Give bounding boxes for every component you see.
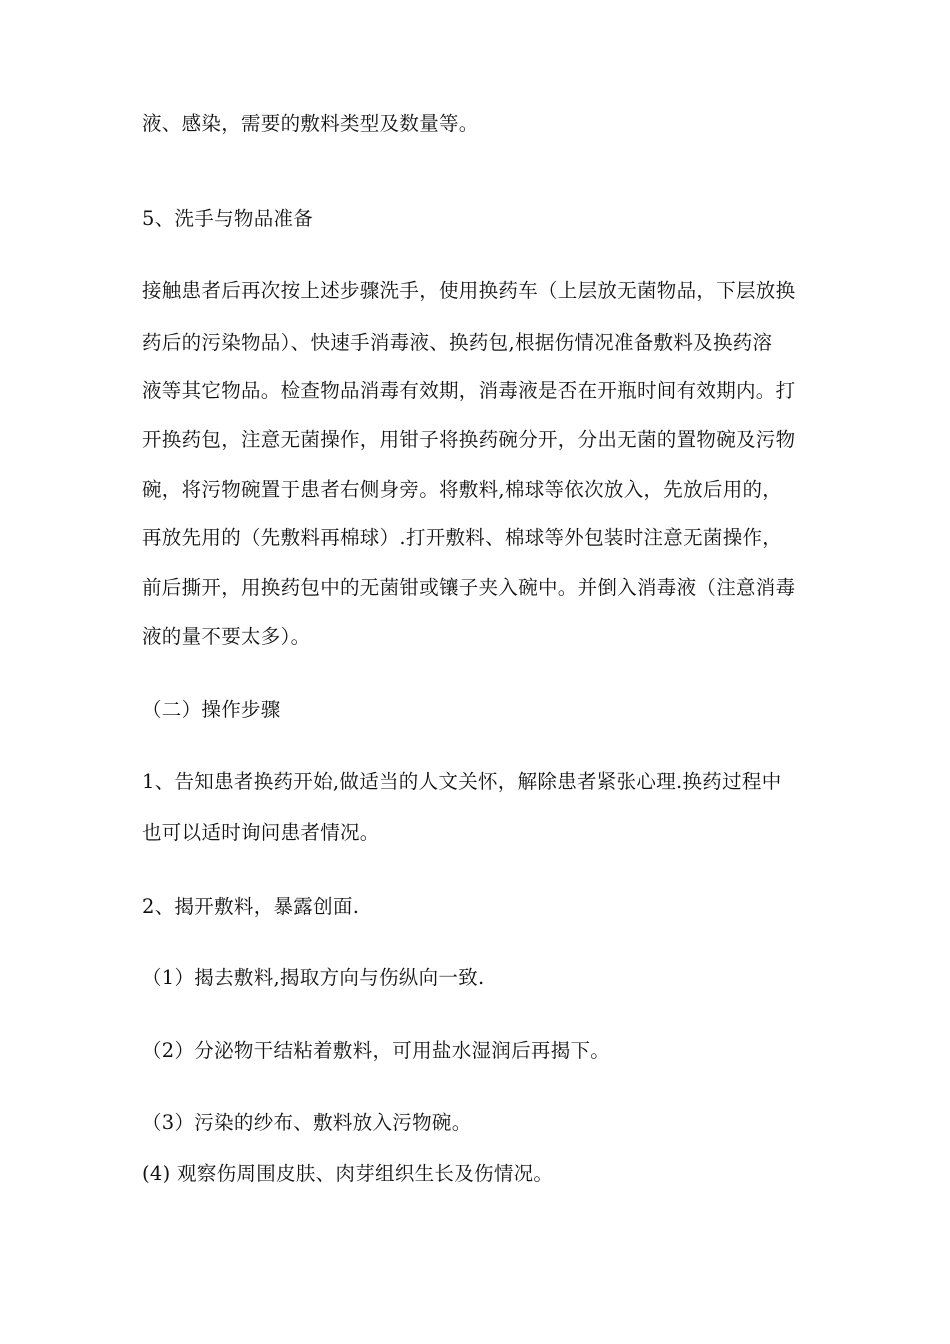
paragraph-line: 药后的污染物品）、快速手消毒液、换药包,根据伤情况准备敷料及换药溶: [142, 331, 773, 354]
paragraph-line: 碗，将污物碗置于患者右侧身旁。将敷料,棉球等依次放入，先放后用的，: [142, 478, 783, 501]
paragraph-line: 液等其它物品。检查物品消毒有效期，消毒液是否在开瓶时间有效期内。打: [142, 379, 796, 402]
paragraph-line: 前后撕开，用换药包中的无菌钳或镶子夹入碗中。并倒入消毒液（注意消毒: [142, 576, 796, 599]
paragraph-line: 接触患者后再次按上述步骤洗手，使用换药车（上层放无菌物品，下层放换: [142, 279, 796, 302]
paragraph-line: 1、告知患者换药开始,做适当的人文关怀，解除患者紧张心理.换药过程中: [142, 770, 782, 793]
paragraph-line: 开换药包，注意无菌操作，用钳子将换药碗分开，分出无菌的置物碗及污物: [142, 428, 796, 451]
list-item: （3）污染的纱布、敷料放入污物碗。: [142, 1111, 472, 1134]
paragraph-line: 也可以适时询问患者情况。: [142, 821, 380, 844]
paragraph-line: 液、感染，需要的敷料类型及数量等。: [142, 112, 479, 135]
paragraph-line: 液的量不要太多）。: [142, 625, 311, 648]
list-item: （2）分泌物干结粘着敷料，可用盐水湿润后再揭下。: [142, 1039, 611, 1062]
paragraph-line: 再放先用的（先敷料再棉球）.打开敷料、棉球等外包装时注意无菌操作，: [142, 526, 783, 549]
list-item: （1）揭去敷料,揭取方向与伤纵向一致.: [142, 966, 485, 989]
list-item: (4) 观察伤周围皮肤、肉芽组织生长及伤情况。: [142, 1162, 554, 1185]
section-heading: 5、洗手与物品准备: [142, 207, 314, 230]
section-heading: （二）操作步骤: [142, 698, 281, 721]
list-item: 2、揭开敷料，暴露创面.: [142, 895, 360, 918]
